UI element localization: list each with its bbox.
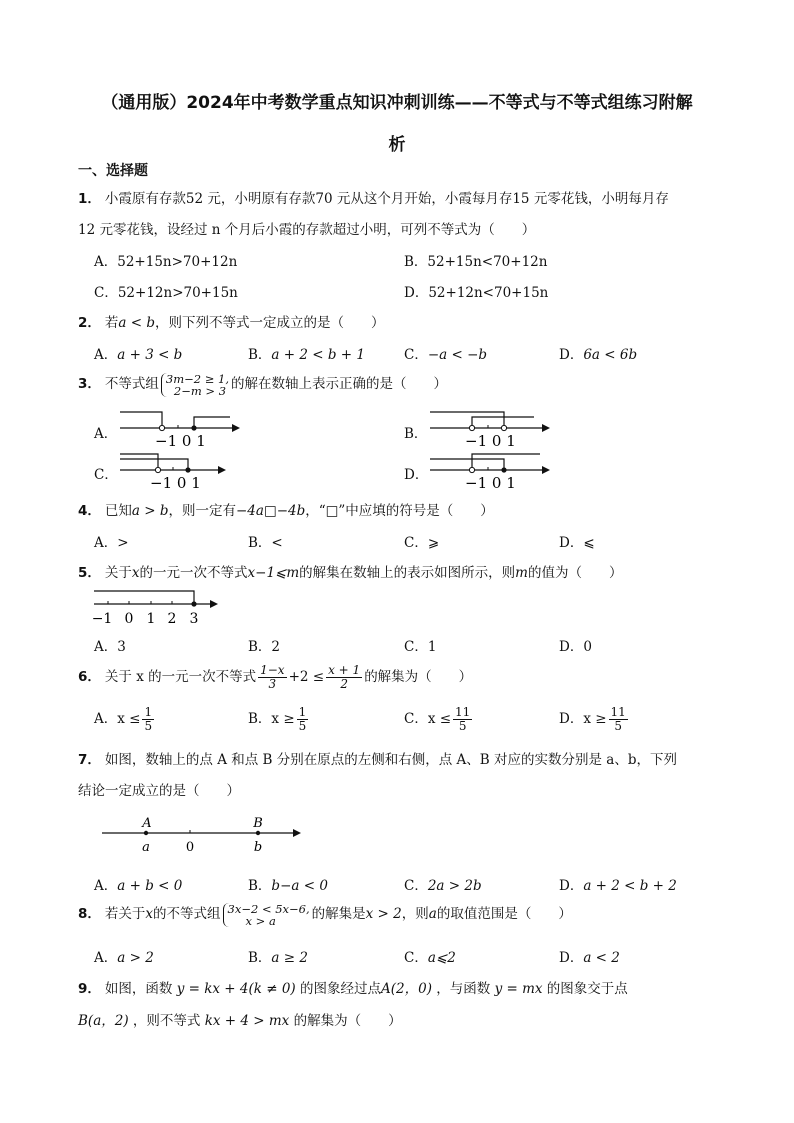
option-fraction (142, 706, 154, 733)
q8-condition: x > 2 (365, 906, 402, 922)
q3-option-c-label[interactable]: C． (94, 467, 118, 483)
q8-option-d[interactable] (559, 946, 620, 966)
question-number: 4． (78, 503, 101, 519)
q4-condition: a > b (131, 503, 169, 519)
q6-option-c[interactable] (404, 706, 474, 733)
option-label: C．x ≤ (404, 711, 452, 727)
question-8 (78, 902, 572, 927)
option-fraction (609, 706, 628, 733)
q6-option-a[interactable] (94, 706, 156, 733)
q4-option-b[interactable]: B．< (248, 535, 283, 551)
denominator: 3 (268, 677, 277, 691)
q3-eq1: 3m−2 ≥ 1, (165, 371, 229, 386)
question-number: 6． (78, 669, 101, 685)
q8-option-a[interactable] (94, 946, 154, 966)
option-label: B． (248, 950, 272, 966)
q3-option-d-numberline[interactable] (428, 450, 552, 494)
q3-text-post: 的解在数轴上表示正确的是（ ） (231, 376, 447, 392)
option-expr: 2a > 2b (427, 878, 482, 894)
option-expr: b−a < 0 (271, 878, 328, 894)
q5-numberline (92, 586, 222, 628)
q9-function-2: y = mx (494, 981, 543, 997)
q2-option-b[interactable] (248, 343, 365, 363)
question-number: 2． (78, 315, 101, 331)
numerator: 1 (144, 705, 153, 719)
q2-option-d[interactable] (559, 343, 637, 363)
q8-text-then: ，则 (401, 906, 429, 922)
q6-text-post: 的解集为（ ） (364, 669, 473, 685)
q5-option-b[interactable]: B．2 (248, 639, 281, 655)
question-2 (78, 311, 385, 331)
q5-variable-m: m (515, 565, 528, 581)
q8-text-pre: 若关于 (104, 906, 146, 922)
q2-option-a[interactable] (94, 343, 182, 363)
option-label: C． (404, 950, 428, 966)
q3-option-b-numberline[interactable] (428, 408, 552, 452)
q5-text-pre: 关于 (104, 565, 132, 581)
tick-label: 0 (124, 611, 134, 627)
q4-text-mid: ，则一定有 (168, 503, 236, 519)
option-expr: 6a < 6b (583, 347, 638, 363)
option-label: B． (248, 878, 272, 894)
option-expr: a + b < 0 (117, 878, 183, 894)
option-expr: a⩽2 (427, 950, 456, 966)
tick-label: −1 (92, 611, 113, 627)
page-title-line2: 析 (388, 135, 406, 155)
q9-inequality: kx + 4 > mx (204, 1013, 290, 1029)
q9-text-post1: 的图象交于点 (546, 981, 628, 997)
option-label: D． (559, 878, 584, 894)
option-label: D． (559, 950, 584, 966)
question-number: 5． (78, 565, 101, 581)
question-6 (78, 664, 472, 691)
q3-option-a-label[interactable]: A． (94, 426, 118, 442)
q6-text-pre: 关于 x 的一元一次不等式 (104, 669, 257, 685)
option-expr: a < 2 (583, 950, 620, 966)
option-label: B．x ≥ (248, 711, 295, 727)
question-7-text: 如图，数轴上的点 A 和点 B 分别在原点的左侧和右侧，点 A、B 对应的实数分别是 a、b，下列 (104, 752, 677, 768)
q3-option-b-label[interactable]: B． (404, 426, 428, 442)
origin-label: 0 (185, 840, 195, 855)
numerator: 1−x (260, 663, 285, 677)
option-fraction (297, 706, 309, 733)
question-9-line2 (78, 1009, 402, 1029)
q5-expression: x−1⩽m (247, 565, 300, 581)
q3-eq2: 2−m > 3 (173, 383, 227, 398)
q6-option-d[interactable] (559, 706, 630, 733)
q7-option-d[interactable] (559, 874, 677, 894)
option-label: B． (248, 347, 272, 363)
question-3 (78, 372, 447, 397)
q3-option-c-numberline[interactable] (118, 450, 228, 494)
q8-text-post: 的解集是 (311, 906, 366, 922)
question-9-line1 (78, 977, 628, 997)
q3-option-d-label[interactable]: D． (404, 467, 429, 483)
q6-fraction-2 (326, 664, 362, 691)
q7-numberline (100, 815, 305, 857)
q5-option-d[interactable]: D．0 (559, 639, 592, 655)
q4-expression: −4a□−4b (236, 503, 306, 519)
option-expr: a + 2 < b + 2 (583, 878, 677, 894)
option-expr: a + 3 < b (117, 347, 183, 363)
option-label: A． (94, 347, 118, 363)
tick-label: 2 (167, 611, 177, 627)
q6-text-mid: +2 ≤ (288, 669, 325, 685)
denominator: 5 (614, 719, 622, 733)
option-label: A． (94, 950, 118, 966)
option-label: C． (404, 347, 428, 363)
q3-option-a-numberline[interactable] (118, 408, 242, 452)
question-7-line2: 结论一定成立的是（ ） (78, 783, 240, 799)
tick-labels: −1 0 1 (465, 474, 516, 492)
tick-labels: −1 0 1 (465, 432, 516, 450)
q9-function-1: y = kx + 4(k ≠ 0) (176, 981, 296, 997)
option-label: D． (559, 347, 584, 363)
denominator: 5 (298, 719, 307, 733)
q7-option-a[interactable] (94, 874, 182, 894)
q5-text-end: 的值为（ ） (527, 565, 623, 581)
q2-option-c[interactable] (404, 343, 487, 363)
q8-text-mid: 的不等式组 (153, 906, 221, 922)
q4-option-d[interactable]: D．⩽ (559, 535, 595, 551)
question-1-line1 (78, 187, 669, 207)
q4-text-pre: 已知 (104, 503, 132, 519)
question-number: 3． (78, 376, 101, 392)
q2-text-pre: 若 (104, 315, 119, 331)
q8-text-end: 的取值范围是（ ） (436, 906, 572, 922)
option-label: D．x ≥ (559, 711, 607, 727)
point-b-label: B (253, 816, 263, 831)
numerator: x + 1 (328, 663, 361, 677)
q6-option-b[interactable] (248, 706, 310, 733)
q2-condition: a < b (118, 315, 155, 331)
denominator: 5 (458, 719, 467, 733)
option-label: A．x ≤ (94, 711, 141, 727)
q4-text-post: ，“□”中应填的符号是（ ） (305, 503, 494, 519)
q9-text-post2: 的解集为（ ） (293, 1013, 402, 1029)
q8-option-b[interactable] (248, 946, 308, 966)
tick-labels: −1 0 1 (155, 432, 206, 450)
q4-option-c[interactable]: C．⩾ (404, 535, 440, 551)
q9-text-pre: 如图，函数 (104, 981, 173, 997)
q8-variable: x (145, 906, 154, 922)
question-7-line1 (78, 748, 677, 768)
q7-option-c[interactable] (404, 874, 482, 894)
value-a-label: a (142, 840, 150, 855)
q9-text-mid3: ，则不等式 (132, 1013, 201, 1029)
q2-text-post: ，则下列不等式一定成立的是（ ） (155, 315, 385, 331)
numerator: 1 (298, 705, 307, 719)
denominator: 5 (144, 719, 153, 733)
q9-text-mid2: ，与函数 (436, 981, 491, 997)
q8-inequality-system (223, 903, 310, 927)
q1-option-c[interactable]: C．52+12n>70+15n (94, 285, 238, 301)
tick-label: 1 (146, 611, 156, 627)
question-number: 8． (78, 906, 101, 922)
page-title-line1: （通用版）2024年中考数学重点知识冲刺训练——不等式与不等式组练习附解 (101, 93, 693, 113)
question-5 (78, 561, 622, 581)
option-expr: a + 2 < b + 1 (271, 347, 365, 363)
q1-option-b[interactable]: B．52+15n<70+12n (404, 254, 548, 270)
question-1-text: 小霞原有存款52 元，小明原有存款70 元从这个月开始，小霞每月存15 元零花钱，小明每月存 (104, 191, 669, 207)
q8-eq1: 3x−2 < 5x−6, (227, 901, 310, 916)
q9-point-a: A(2，0) (381, 981, 432, 997)
q3-inequality-system (161, 373, 229, 397)
q1-option-a[interactable]: A．52+15n>70+12n (94, 254, 238, 270)
q9-point-b: B(a，2) (78, 1013, 129, 1029)
question-number: 1． (78, 191, 101, 207)
option-expr: a ≥ 2 (271, 950, 308, 966)
q7-option-b[interactable] (248, 874, 328, 894)
section-heading: 一、选择题 (78, 163, 148, 179)
q1-option-d[interactable]: D．52+12n<70+15n (404, 285, 549, 301)
question-1-line2: 12 元零花钱，设经过 n 个月后小霞的存款超过小明，可列不等式为（ ） (78, 222, 536, 238)
option-expr: a > 2 (117, 950, 154, 966)
numerator: 11 (455, 705, 471, 719)
value-b-label: b (253, 840, 263, 855)
q9-text-mid1: 的图象经过点 (300, 981, 381, 997)
q5-text-mid: 的一元一次不等式 (139, 565, 248, 581)
q6-fraction-1 (258, 664, 286, 691)
q3-text-pre: 不等式组 (104, 376, 159, 392)
question-number: 7． (78, 752, 101, 768)
point-a-label: A (142, 816, 152, 831)
question-4 (78, 499, 494, 519)
option-label: C． (404, 878, 428, 894)
option-expr: −a < −b (427, 347, 488, 363)
q8-variable-a: a (428, 906, 437, 922)
tick-label: 3 (189, 611, 199, 627)
denominator: 2 (340, 677, 348, 691)
tick-labels: −1 0 1 (150, 474, 201, 492)
option-fraction (453, 706, 472, 733)
numerator: 11 (610, 705, 626, 719)
q8-option-c[interactable] (404, 946, 456, 966)
q5-option-a[interactable]: A．3 (94, 639, 126, 655)
option-label: A． (94, 878, 118, 894)
q5-option-c[interactable]: C．1 (404, 639, 437, 655)
q5-variable: x (131, 565, 140, 581)
question-number: 9． (78, 981, 101, 997)
q4-option-a[interactable]: A．> (94, 535, 129, 551)
q5-text-post: 的解集在数轴上的表示如图所示，则 (299, 565, 516, 581)
q8-eq2: x > a (245, 913, 276, 928)
